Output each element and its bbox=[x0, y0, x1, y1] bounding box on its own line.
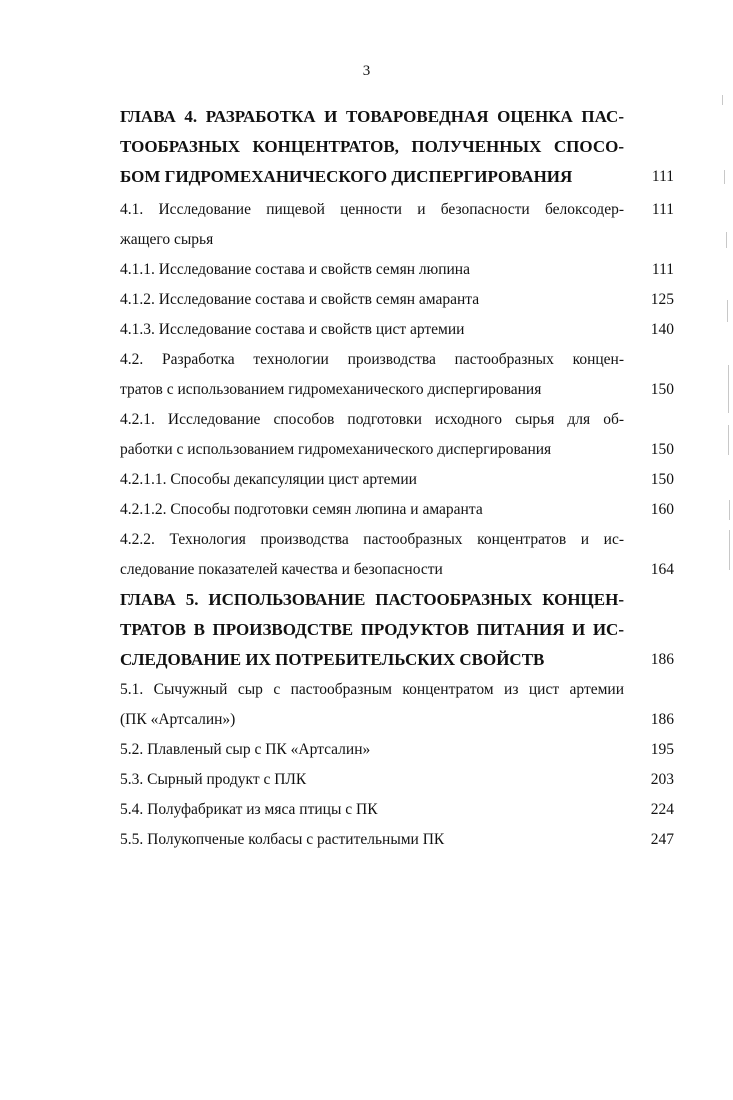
toc-page-number: 111 bbox=[651, 168, 674, 185]
toc-page-number: 160 bbox=[650, 501, 674, 518]
toc-entry-line: СЛЕДОВАНИЕ ИХ ПОТРЕБИТЕЛЬСКИХ СВОЙСТВ bbox=[120, 650, 545, 669]
toc-entry-line: 4.1.1. Исследование состава и свойств семян люпина bbox=[120, 261, 470, 278]
toc-entry-line: жащего сырья bbox=[120, 231, 214, 248]
toc-page-number: 125 bbox=[650, 291, 674, 308]
toc-entry-line: 4.2.1.2. Способы подготовки семян люпина и амаранта bbox=[120, 501, 483, 518]
toc-entry-line: 5.2. Плавленый сыр с ПК «Артсалин» bbox=[120, 741, 371, 758]
toc-entry-line: ГЛАВА 5. ИСПОЛЬЗОВАНИЕ ПАСТООБРАЗНЫХ КОНЦЕН- bbox=[120, 590, 624, 609]
toc-page-number: 111 bbox=[651, 261, 674, 278]
toc-page-number: 186 bbox=[650, 711, 674, 728]
toc-page-number: 186 bbox=[650, 651, 674, 668]
toc-page-number: 247 bbox=[650, 831, 674, 848]
scan-artifact bbox=[729, 530, 730, 570]
toc-page-number: 195 bbox=[650, 741, 674, 758]
toc-page-number: 111 bbox=[651, 201, 674, 218]
toc-entry-line: 5.5. Полукопченые колбасы с растительными ПК bbox=[120, 831, 445, 848]
scan-artifact bbox=[729, 500, 730, 520]
toc-page-number: 140 bbox=[650, 321, 674, 338]
toc-entry-line: 4.2.1. Исследование способов подготовки исходного сырья для об- bbox=[120, 411, 624, 428]
toc-page-number: 224 bbox=[650, 801, 674, 818]
toc-page-number: 164 bbox=[650, 561, 674, 578]
toc-entry-line: 4.1.2. Исследование состава и свойств семян амаранта bbox=[120, 291, 480, 308]
toc-page-number: 150 bbox=[650, 441, 674, 458]
toc-entry-line: тратов с использованием гидромеханического диспергирования bbox=[120, 381, 542, 398]
toc-entry-line: ТООБРАЗНЫХ КОНЦЕНТРАТОВ, ПОЛУЧЕННЫХ СПОСО- bbox=[120, 137, 624, 156]
toc-entry-line: 4.1.3. Исследование состава и свойств цист артемии bbox=[120, 321, 465, 338]
scan-artifact bbox=[728, 425, 729, 455]
page-number: 3 bbox=[362, 63, 371, 79]
toc-entry-line: ГЛАВА 4. РАЗРАБОТКА И ТОВАРОВЕДНАЯ ОЦЕНКА ПАС- bbox=[120, 107, 624, 126]
toc-entry-line: 4.2.1.1. Способы декапсуляции цист артемии bbox=[120, 471, 417, 488]
toc-page-number: 203 bbox=[650, 771, 674, 788]
toc-entry-line: 4.2. Разработка технологии производства пастообразных концен- bbox=[120, 351, 624, 368]
scan-artifact bbox=[726, 232, 727, 248]
scan-artifact bbox=[727, 300, 728, 322]
scan-artifact bbox=[722, 95, 723, 105]
scan-artifact bbox=[724, 170, 725, 184]
toc-entry-line: БОМ ГИДРОМЕХАНИЧЕСКОГО ДИСПЕРГИРОВАНИЯ bbox=[120, 167, 573, 186]
toc-entry-line: следование показателей качества и безопасности bbox=[120, 561, 443, 578]
toc-entry-line: ТРАТОВ В ПРОИЗВОДСТВЕ ПРОДУКТОВ ПИТАНИЯ И ИС- bbox=[120, 620, 624, 639]
toc-entry-line: 5.1. Сычужный сыр с пастообразным концентратом из цист артемии bbox=[120, 681, 624, 698]
scan-artifact bbox=[728, 365, 729, 413]
toc-page-number: 150 bbox=[650, 471, 674, 488]
toc-entry-line: 5.3. Сырный продукт с ПЛК bbox=[120, 771, 307, 788]
toc-entry-line: (ПК «Артсалин») bbox=[120, 711, 236, 728]
toc-entry-line: работки с использованием гидромеханического диспергирования bbox=[120, 441, 552, 458]
toc-page-number: 150 bbox=[650, 381, 674, 398]
toc-entry-line: 4.1. Исследование пищевой ценности и безопасности белоксодер- bbox=[120, 201, 624, 218]
toc-entry-line: 4.2.2. Технология производства пастообразных концентратов и ис- bbox=[120, 531, 624, 548]
toc-entry-line: 5.4. Полуфабрикат из мяса птицы с ПК bbox=[120, 801, 378, 818]
